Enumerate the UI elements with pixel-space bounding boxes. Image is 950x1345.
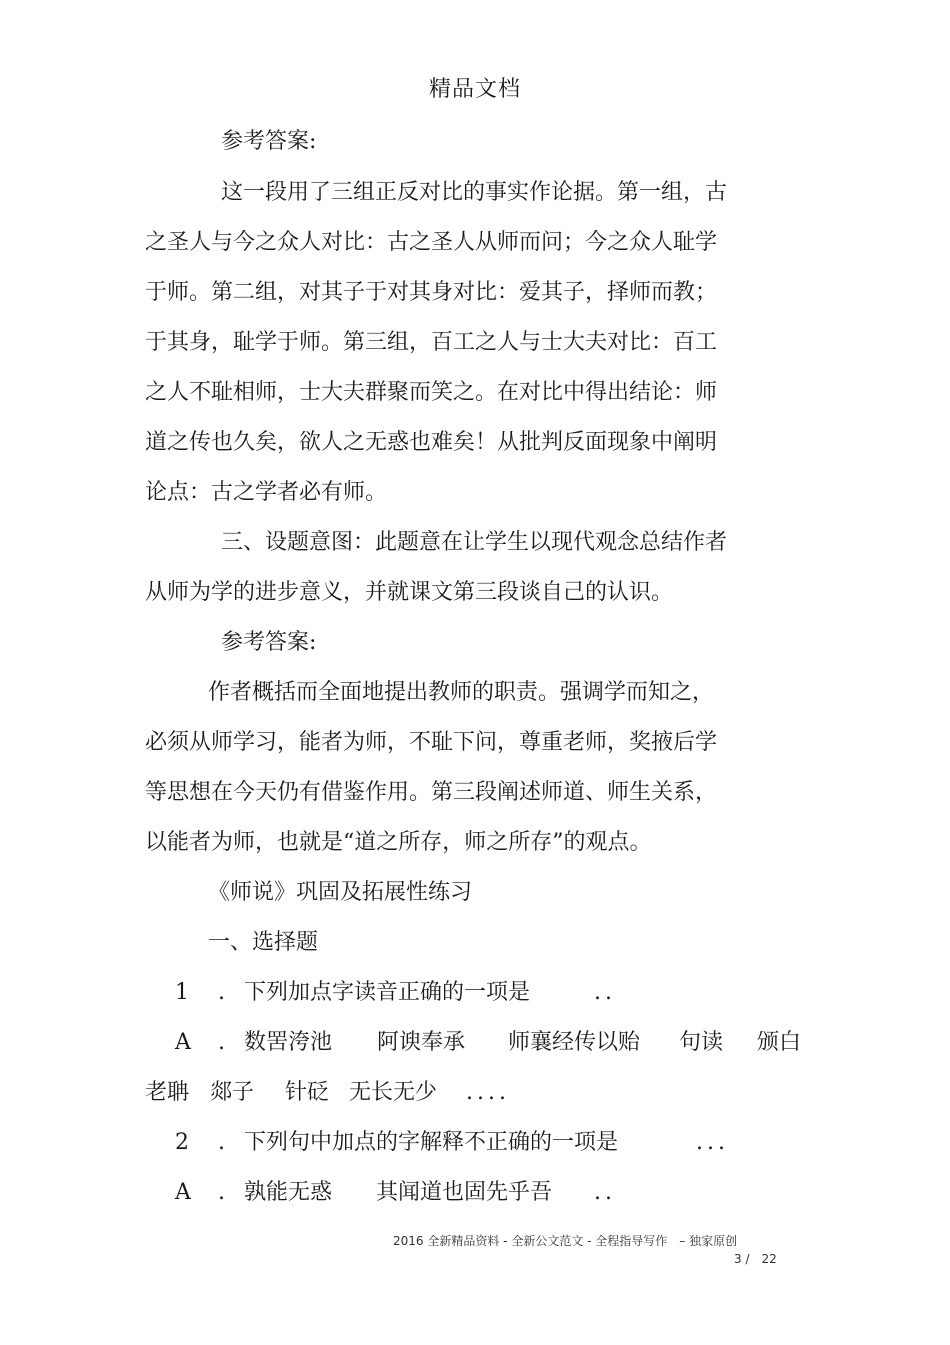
option-word: 师襄经传以贻 bbox=[508, 1030, 641, 1055]
question-text: 下列加点字读音正确的一项是 bbox=[244, 980, 531, 1005]
paragraph-line: 于其身，耻学于师。第三组，百工之人与士大夫对比：百工 bbox=[145, 330, 718, 355]
emphasis-dots: .. bbox=[594, 980, 616, 1005]
option-word: 孰能无惑 bbox=[244, 1180, 333, 1205]
option-word: 颁白 bbox=[757, 1030, 802, 1055]
question-number: 1 bbox=[175, 980, 189, 1005]
paragraph-line: 之人不耻相师，士大夫群聚而笑之。在对比中得出结论：师 bbox=[145, 380, 718, 405]
emphasis-dots: .. bbox=[594, 1180, 616, 1205]
page-number: 3 / 22 bbox=[734, 1252, 777, 1266]
paragraph-line: 作者概括而全面地提出教师的职责。强调学而知之， bbox=[208, 680, 715, 705]
section-heading: 一、选择题 bbox=[208, 930, 319, 955]
answer-heading: 参考答案: bbox=[221, 129, 317, 154]
paragraph-line: 道之传也久矣，欲人之无惑也难矣！从批判反面现象中阐明 bbox=[145, 430, 718, 455]
option-dot: . bbox=[218, 1180, 225, 1205]
page-footer: 2016 全新精品资料 - 全新公文范文 - 全程指导写作 – 独家原创 bbox=[393, 1234, 738, 1248]
emphasis-dots: ... bbox=[696, 1130, 729, 1155]
paragraph-line: 必须从师学习，能者为师，不耻下问，尊重老师，奖掖后学 bbox=[145, 730, 718, 755]
paragraph-line: 论点：古之学者必有师。 bbox=[145, 480, 388, 505]
option-word: 无长无少 bbox=[349, 1080, 438, 1105]
answer-heading: 参考答案: bbox=[221, 630, 317, 655]
paragraph-line: 从师为学的进步意义，并就课文第三段谈自己的认识。 bbox=[145, 580, 674, 605]
question-dot: . bbox=[218, 980, 225, 1005]
paragraph-line: 之圣人与今之众人对比：古之圣人从师而问；今之众人耻学 bbox=[145, 230, 718, 255]
question-text: 下列句中加点的字解释不正确的一项是 bbox=[244, 1130, 619, 1155]
emphasis-dots: .... bbox=[466, 1080, 510, 1105]
option-word: 阿谀奉承 bbox=[377, 1030, 466, 1055]
option-word: 其闻道也固先乎吾 bbox=[376, 1180, 553, 1205]
option-word: 针砭 bbox=[285, 1080, 330, 1105]
question-dot: . bbox=[218, 1130, 225, 1155]
paragraph-line: 这一段用了三组正反对比的事实作论据。第一组，古 bbox=[221, 180, 728, 205]
paragraph-line: 于师。第二组，对其子于对其身对比：爱其子，择师而教； bbox=[145, 280, 718, 305]
question-number: 2 bbox=[175, 1130, 189, 1155]
option-word: 郯子 bbox=[210, 1080, 255, 1105]
paragraph-line: 等思想在今天仍有借鉴作用。第三段阐述师道、师生关系， bbox=[145, 780, 718, 805]
option-word: 句读 bbox=[679, 1030, 724, 1055]
section-title: 《师说》巩固及拓展性练习 bbox=[208, 880, 473, 905]
paragraph-line: 三、设题意图：此题意在让学生以现代观念总结作者 bbox=[221, 530, 728, 555]
paragraph-line: 以能者为师，也就是“道之所存，师之所存”的观点。 bbox=[145, 830, 652, 855]
option-word: 老聃 bbox=[145, 1080, 190, 1105]
option-dot: . bbox=[218, 1030, 225, 1055]
option-letter: A bbox=[175, 1030, 191, 1055]
option-letter: A bbox=[175, 1180, 191, 1205]
page-header-title: 精品文档 bbox=[428, 77, 521, 102]
option-word: 数罟洿池 bbox=[244, 1030, 333, 1055]
